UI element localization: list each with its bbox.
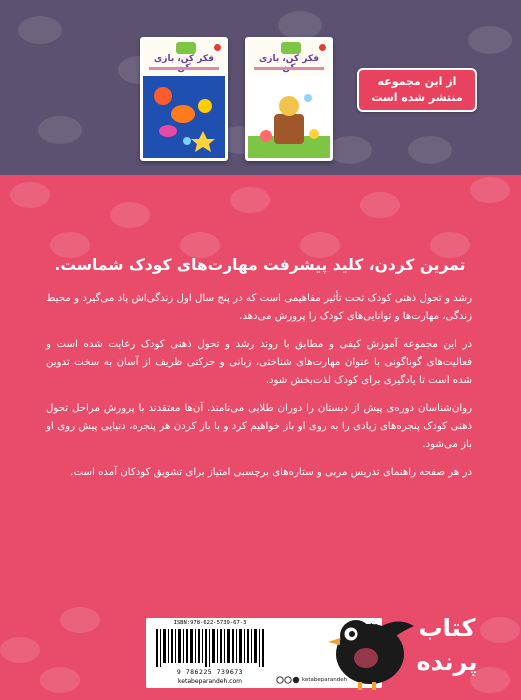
ocean-fish-illustration (143, 76, 225, 158)
series-logo-icon (281, 42, 301, 54)
blurb (46, 290, 472, 492)
book-thumbnail-garden (245, 37, 333, 161)
new-badge-icon (213, 43, 222, 52)
logo-text-top: کتاب (418, 614, 476, 642)
paragraph: در این مجموعه آموزش کیفی و مطابق با روند رشد و تحول ذهنی کودک رعایت شده است و فعالیت‌های گوناگونی با عنوان مهارت‌های شناختی، زبانی و حرکتی ظریف از آسان به سخت تدوین شده است تا یادگیری برای کودک لذت‌بخش شود. (46, 339, 472, 386)
social-handle: ketabeparandeh (302, 677, 348, 683)
tree-stump-illustration (248, 76, 330, 158)
ketab-parandeh-logo (410, 604, 485, 686)
paragraph: در هر صفحه راهنمای تدریس مربی و ستاره‌های برچسبی امتیاز برای تشویق کودکان آمده است. (70, 467, 472, 478)
social-media-icons (276, 676, 300, 684)
barcode-icon (156, 629, 264, 667)
new-badge-icon (318, 43, 327, 52)
paragraph: رشد و تحول ذهنی کودک تحت تأثیر مفاهیمی است که در پنج سال اول زندگی‌اش یاد می‌گیرد و محیط زندگی، مهارت‌ها و توانایی‌های کودک را پرورش می‌دهد. (46, 293, 472, 322)
barcode-panel (146, 618, 274, 688)
barcode-digits: 9 786225 739673 (176, 668, 244, 676)
book-thumbnail-ocean (140, 37, 228, 161)
series-callout (357, 68, 477, 112)
paragraph: روان‌شناسان دوره‌ی پیش از دبستان را دوران طلایی می‌نامند. آن‌ها معتقدند با پرورش مراحل تحول ذهنی کودک پنجره‌های زیادی را به روی او باز خواهیم کرد و با باز کردن هر پنجره، دنیایی پیش روی او باز می‌شود. (46, 403, 472, 450)
logo-text-bottom: پرنده (416, 648, 478, 676)
book-title: فکر کن، بازی (259, 54, 319, 64)
book-title: فکر کن، بازی (154, 54, 214, 64)
isbn-label: ISBN:978-622-5739-67-3 (173, 620, 247, 626)
series-callout-line1: از این مجموعه (377, 75, 457, 89)
series-logo-icon (176, 42, 196, 54)
headline: تمرین کردن، کلید پیشرفت مهارت‌های کودک شماست. (54, 256, 466, 274)
series-callout-line2: منتشر شده است (371, 91, 463, 104)
bird-mascot-logo (318, 602, 418, 690)
website-url: ketabeparandeh.com (178, 678, 242, 685)
